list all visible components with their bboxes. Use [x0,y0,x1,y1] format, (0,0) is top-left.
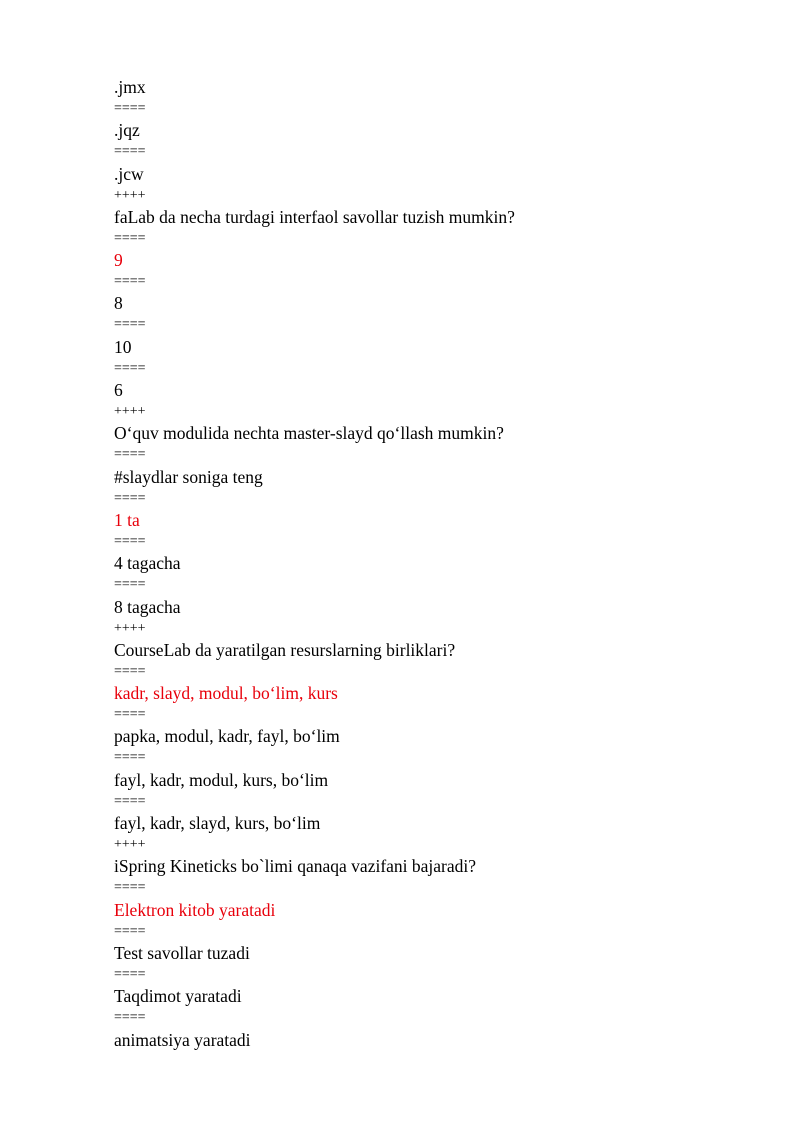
answer-separator: ==== [114,793,146,809]
answer-separator: ==== [114,663,146,679]
answer-option: 4 tagacha [114,553,181,574]
answer-option-correct: 1 ta [114,509,140,530]
answer-separator: ==== [114,274,146,290]
answer-separator: ==== [114,230,146,246]
answer-separator: ==== [114,533,146,549]
answer-option: Taqdimot yaratadi [114,986,242,1007]
answer-option: 8 tagacha [114,596,181,617]
answer-separator: ==== [114,966,146,982]
answer-separator: ==== [114,144,146,160]
answer-option: fayl, kadr, modul, kurs, bo‘lim [114,769,329,790]
answer-option: 6 [114,380,123,401]
answer-option: .jcw [114,163,144,184]
answer-option: #slaydlar soniga teng [114,466,263,487]
answer-separator: ==== [114,750,146,766]
answer-option: .jmx [114,77,146,97]
answer-separator: ==== [114,880,146,896]
answer-separator: ==== [114,707,146,723]
answer-option: 8 [114,293,123,314]
answer-option: Test savollar tuzadi [114,942,250,963]
question-text: faLab da necha turdagi interfaol savollar tuzish mumkin? [114,206,515,227]
question-list [114,76,760,1052]
answer-option: papka, modul, kadr, fayl, bo‘lim [114,726,340,747]
answer-separator: ==== [114,360,146,376]
answer-option: 10 [114,336,132,357]
question-separator: ++++ [114,620,146,636]
question-separator: ++++ [114,187,146,203]
document-page [114,76,760,1052]
answer-separator: ==== [114,317,146,333]
answer-separator: ==== [114,447,146,463]
answer-option-correct: kadr, slayd, modul, bo‘lim, kurs [114,683,338,704]
question-text: iSpring Kineticks bo`limi qanaqa vazifani bajaradi? [114,856,477,877]
answer-separator: ==== [114,1010,146,1026]
answer-option-correct: Elektron kitob yaratadi [114,899,276,920]
answer-option: animatsiya yaratadi [114,1029,251,1050]
answer-separator: ==== [114,490,146,506]
answer-separator: ==== [114,577,146,593]
answer-option-correct: 9 [114,250,123,271]
answer-option: .jqz [114,120,140,141]
question-separator: ++++ [114,837,146,853]
question-text: CourseLab da yaratilgan resurslarning birliklari? [114,639,456,660]
question-text: O‘quv modulida nechta master-slayd qo‘llash mumkin? [114,423,504,444]
answer-option: fayl, kadr, slayd, kurs, bo‘lim [114,813,321,834]
question-separator: ++++ [114,404,146,420]
answer-separator: ==== [114,923,146,939]
answer-separator: ==== [114,101,146,116]
